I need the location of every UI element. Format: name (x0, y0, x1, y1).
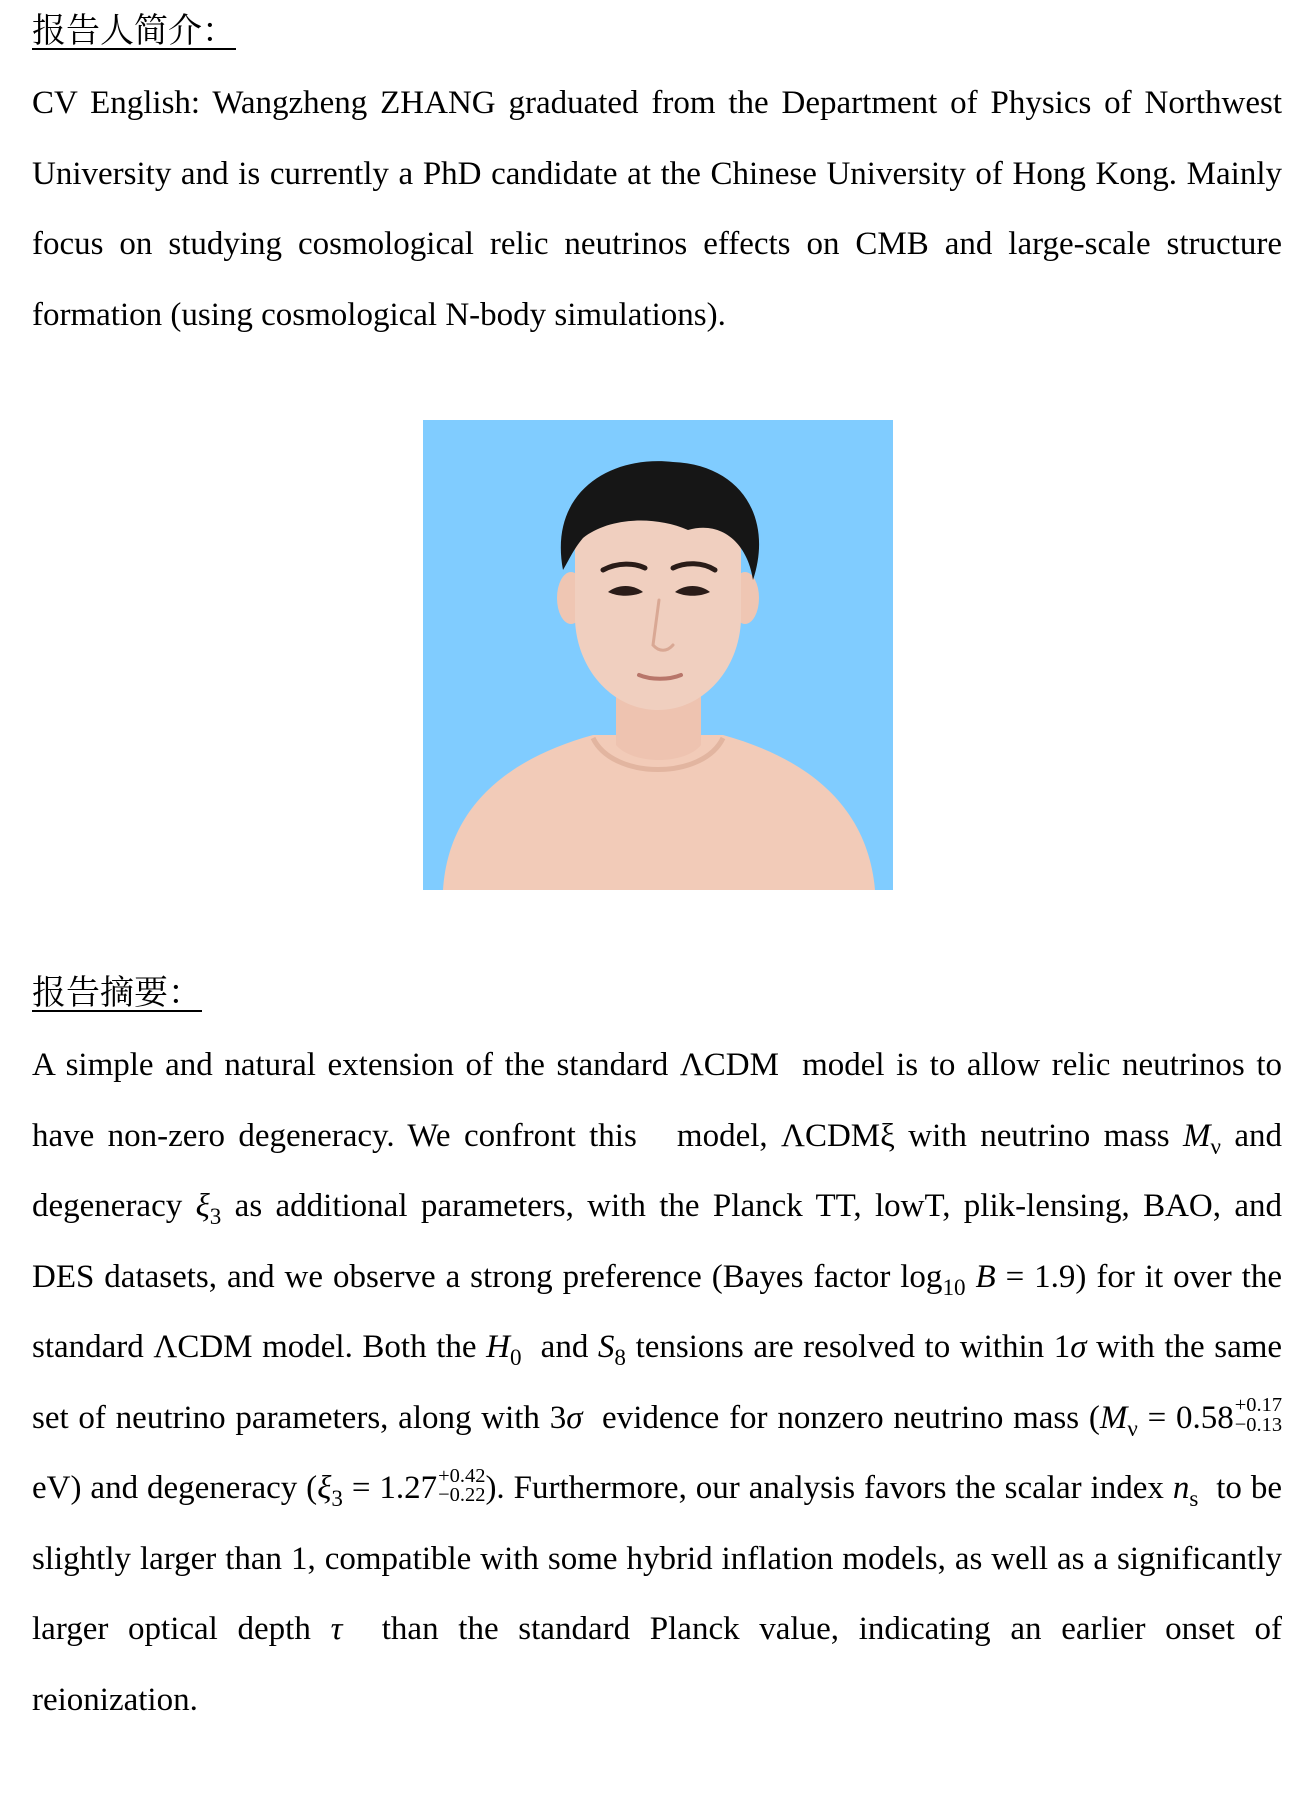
text-run: than the standard Planck value, indicating an earlier onset of reionization. (32, 1611, 1282, 1718)
abstract-heading: 报告摘要： (32, 975, 202, 1012)
text-run: with the same set of neutrino parameters, along with (32, 1329, 1283, 1436)
math-mass-value: = 0.58 +0.17 −0.13 (1147, 1394, 1283, 1436)
model-lcdm-xi: ΛCDMξ (781, 1117, 895, 1154)
text-run: as additional parameters, with the Planck TT, lowT, plik-lensing, BAO, and DES datasets, and we observe a strong preference (Bayes factor (32, 1188, 1283, 1295)
text-run: model is to allow relic neutrinos to have non-zero degeneracy. We confront this (32, 1047, 1282, 1154)
speaker-photo (423, 420, 893, 890)
text-run: and degeneracy (32, 1117, 1282, 1224)
model-lcdm: ΛCDM (679, 1047, 779, 1083)
math-xi-symbol: $\xi_3$ (195, 1188, 222, 1230)
text-run: ). Furthermore, our analysis favors the scalar index (485, 1470, 1164, 1506)
math-log: $\log_{10}$ (900, 1258, 966, 1300)
cv-paragraph: CV English: Wangzheng ZHANG graduated from the Department of Physics of Northwest University and is currently a PhD candidate at the Chinese University of Hong Kong. Mainly focus on studying cosmological relic neutrinos effects on CMB and large-scale structure formation (using cosmological N-body simulations). (32, 85, 1282, 333)
model-lcdm: ΛCDM (153, 1329, 253, 1365)
math-h0: $H_0$ (486, 1329, 522, 1371)
text-run: model, (676, 1117, 768, 1154)
cv-heading: 报告人简介： (32, 13, 236, 50)
text-run: model. Both the (262, 1329, 477, 1365)
text-run: and (540, 1329, 589, 1365)
math-s8: $S_8$ (597, 1329, 626, 1371)
text-run: with neutrino mass (908, 1117, 1170, 1154)
math-one-sigma: 1σ (1053, 1329, 1087, 1365)
text-run: tensions are resolved to within (635, 1329, 1045, 1365)
text-run: evidence for nonzero neutrino mass ( (602, 1399, 1100, 1436)
text-run: for it over the standard (32, 1258, 1282, 1365)
portrait-illustration (423, 420, 893, 890)
math-three-sigma: 3σ (549, 1399, 583, 1436)
math-xi-symbol: $\xi_3$ (317, 1470, 343, 1512)
text-run: A simple and natural extension of the standard (32, 1047, 669, 1083)
abstract-paragraph (32, 1030, 1282, 1735)
math-bayes-value: = 1.9) (1005, 1258, 1087, 1295)
text-run: eV) and degeneracy ( (32, 1470, 318, 1506)
math-bayes-b: B (975, 1258, 996, 1295)
math-xi-value: = 1.27 +0.42 −0.22 (351, 1464, 486, 1507)
math-mass-symbol: $M_\nu$ (1099, 1399, 1138, 1441)
math-tau: τ (330, 1611, 343, 1647)
math-mass-symbol: $M_\nu$ (1183, 1117, 1221, 1159)
text-run: to be slightly larger than 1, compatible with some hybrid inflation models, as well as a significantly larger optical depth (32, 1470, 1282, 1647)
math-ns: $n_s$ (1172, 1470, 1199, 1512)
